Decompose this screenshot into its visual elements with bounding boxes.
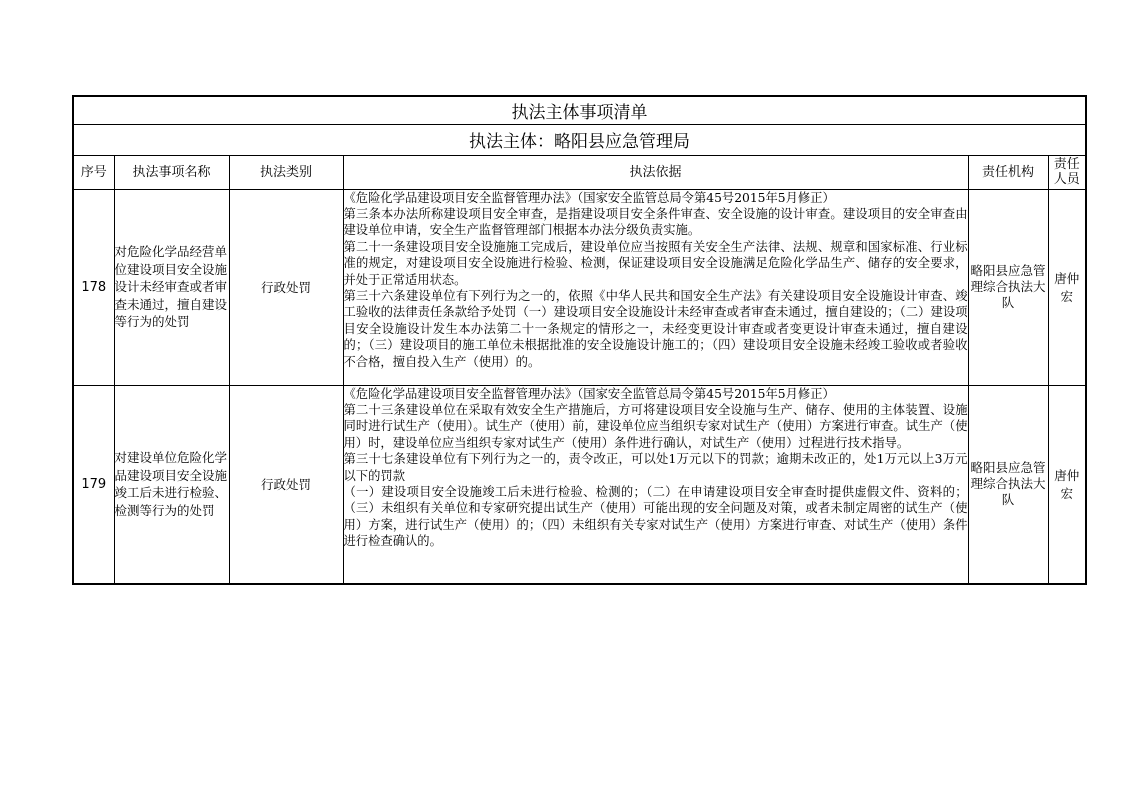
responsible-person: 唐仲宏: [1048, 385, 1086, 584]
responsible-org: 略阳县应急管理综合执法大队: [968, 189, 1048, 385]
legal-basis: [343, 385, 968, 584]
header-no: 序号: [73, 155, 114, 189]
row-number: 179: [73, 385, 114, 584]
basis-paragraph: 第三十七条建设单位有下列行为之一的，责令改正，可以处1万元以下的罚款；逾期未改正的，处1万元以上3万元以下的罚款: [343, 452, 968, 483]
row-number: 178: [73, 189, 114, 385]
responsible-org: 略阳县应急管理综合执法大队: [968, 385, 1048, 584]
item-category: 行政处罚: [229, 385, 343, 584]
header-basis: 执法依据: [343, 155, 968, 189]
table-row: [73, 385, 1086, 584]
legal-basis: [343, 189, 968, 385]
header-name: 执法事项名称: [114, 155, 229, 189]
basis-paragraph: （一）建设项目安全设施竣工后未进行检验、检测的；（二）在申请建设项目安全审查时提供虚假文件、资料的；（三）未组织有关单位和专家研究提出试生产（使用）可能出现的安全问题及对策，或者未制定周密的试生产（使用）方案，进行试生产（使用）的；（四）未组织有关专家对试生产（使用）方案进行审查、对试生产（使用）条件进行检查确认的。: [343, 484, 968, 549]
sheet-title: 执法主体事项清单: [73, 96, 1086, 124]
basis-paragraph: 《危险化学品建设项目安全监督管理办法》（国家安全监管总局令第45号2015年5月修正）: [343, 386, 835, 401]
header-person: 责任人员: [1048, 155, 1086, 189]
basis-paragraph: 第二十一条建设项目安全设施施工完成后，建设单位应当按照有关安全生产法律、法规、规章和国家标准、行业标准的规定，对建设项目安全设施进行检验、检测，保证建设项目安全设施满足危险化学品生产、储存的安全要求，并处于正常适用状态。: [343, 239, 968, 287]
responsible-person: 唐仲宏: [1048, 189, 1086, 385]
basis-paragraph: 第三十六条建设单位有下列行为之一的，依照《中华人民共和国安全生产法》有关建设项目安全设施设计审查、竣工验收的法律责任条款给予处罚（一）建设项目安全设施设计未经审查或者审查未通过，擅自建设的；（二）建设项目安全设施设计发生本办法第二十一条规定的情形之一，未经变更设计审查或者变更设计审查未通过，擅自建设的；（三）建设项目的施工单位未根据批准的安全设施设计施工的；（四）建设项目安全设施未经竣工验收或者验收不合格，擅自投入生产（使用）的。: [343, 288, 968, 369]
enforcement-list-table: [72, 95, 1087, 585]
header-category: 执法类别: [229, 155, 343, 189]
header-org: 责任机构: [968, 155, 1048, 189]
basis-paragraph: 第二十三条建设单位在采取有效安全生产措施后，方可将建设项目安全设施与生产、储存、使用的主体装置、设施同时进行试生产（使用）。试生产（使用）前，建设单位应当组织专家对试生产（使用）方案进行审查。试生产（使用）时，建设单位应当组织专家对试生产（使用）条件进行确认，对试生产（使用）过程进行技术指导。: [343, 402, 968, 450]
item-name: 对危险化学品经营单位建设项目安全设施设计未经审查或者审查未通过，擅自建设等行为的处罚: [114, 189, 229, 385]
item-name: 对建设单位危险化学品建设项目安全设施竣工后未进行检验、检测等行为的处罚: [114, 385, 229, 584]
basis-paragraph: 《危险化学品建设项目安全监督管理办法》（国家安全监管总局令第45号2015年5月修正）: [343, 190, 835, 205]
basis-paragraph: 第三条本办法所称建设项目安全审查，是指建设项目安全条件审查、安全设施的设计审查。建设项目的安全审查由建设单位申请，安全生产监督管理部门根据本办法分级负责实施。: [343, 206, 968, 238]
enforcement-subject: 执法主体：略阳县应急管理局: [73, 124, 1086, 155]
table-row: [73, 189, 1086, 385]
item-category: 行政处罚: [229, 189, 343, 385]
header-row: [73, 155, 1086, 189]
